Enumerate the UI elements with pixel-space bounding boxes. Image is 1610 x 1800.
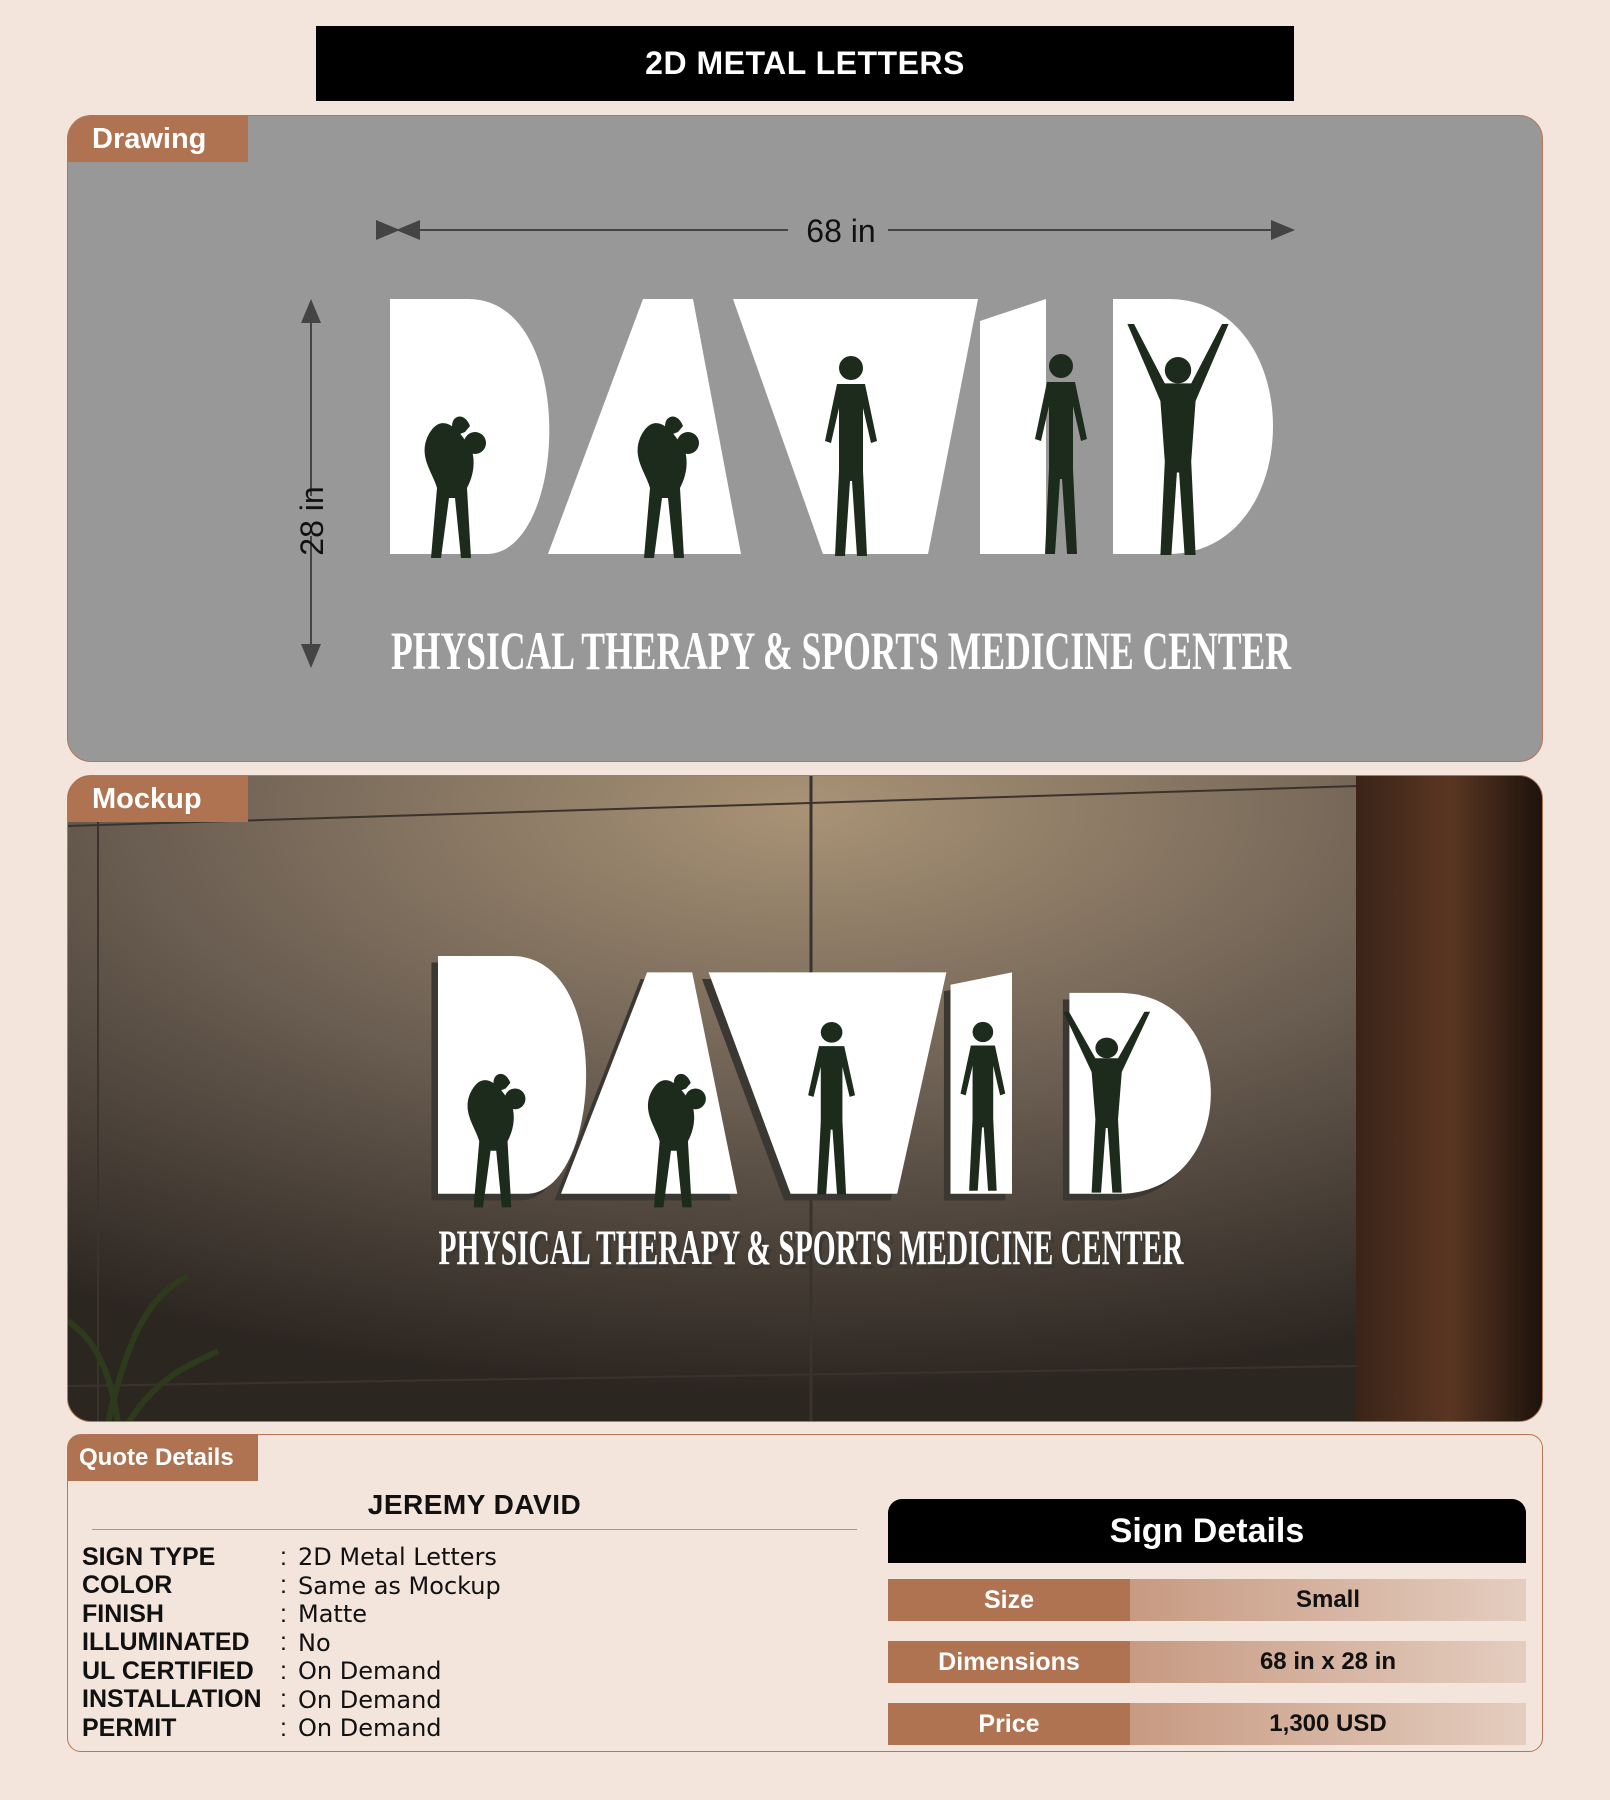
spec-key: Size (888, 1579, 1130, 1621)
detail-value: Matte (298, 1600, 367, 1629)
spec-value: 1,300 USD (1130, 1703, 1526, 1745)
drawing-canvas (68, 116, 1543, 762)
divider (92, 1529, 857, 1530)
detail-key: COLOR (82, 1571, 173, 1600)
spec-key: Price (888, 1703, 1130, 1745)
detail-key: UL CERTIFIED (82, 1656, 254, 1685)
drawing-panel (67, 115, 1543, 762)
svg-text:PHYSICAL THERAPY & SPORTS MEDI: PHYSICAL THERAPY & SPORTS MEDICINE CENTER (441, 1223, 1188, 1279)
wood-panel (1356, 776, 1543, 1422)
height-label: 28 in (294, 486, 330, 556)
detail-value: 2D Metal Letters (298, 1543, 497, 1572)
spec-row-dimensions (888, 1641, 1526, 1683)
mockup-tagline: PHYSICAL THERAPY & SPORTS MEDICINE CENTER (438, 1219, 1185, 1275)
detail-value: On Demand (298, 1714, 442, 1743)
mockup-scene (68, 776, 1543, 1422)
sign-details-header: Sign Details (888, 1499, 1526, 1563)
detail-row: INSTALLATION : On Demand (82, 1685, 442, 1714)
mockup-sign (431, 956, 1210, 1207)
detail-value: No (298, 1628, 331, 1657)
detail-row: UL CERTIFIED : On Demand (82, 1656, 442, 1686)
detail-key: SIGN TYPE (82, 1542, 216, 1571)
drawing-tab: Drawing (68, 116, 248, 162)
detail-row: PERMIT : On Demand (82, 1713, 442, 1743)
spec-value: Small (1130, 1579, 1526, 1621)
detail-value: Same as Mockup (298, 1571, 501, 1600)
client-name: JEREMY DAVID (367, 1489, 582, 1520)
detail-value: On Demand (298, 1657, 442, 1686)
quote-panel (67, 1434, 1543, 1752)
detail-key: INSTALLATION (82, 1685, 262, 1714)
detail-row: COLOR : Same as Mockup (82, 1571, 501, 1600)
width-label: 68 in (806, 213, 876, 249)
detail-row: ILLUMINATED : No (82, 1628, 331, 1657)
detail-value: On Demand (298, 1685, 442, 1714)
detail-key: PERMIT (82, 1713, 177, 1742)
detail-key: FINISH (82, 1599, 164, 1628)
detail-row: FINISH : Matte (82, 1599, 367, 1629)
spec-value: 68 in x 28 in (1130, 1641, 1526, 1683)
spec-row-size (888, 1579, 1526, 1621)
quote-tab: Quote Details (68, 1435, 258, 1481)
drawing-tagline: PHYSICAL THERAPY & SPORTS MEDICINE CENTER (391, 621, 1292, 681)
detail-list (82, 1543, 501, 1743)
spec-key: Dimensions (888, 1641, 1130, 1683)
page-title: 2D METAL LETTERS (316, 26, 1294, 101)
spec-row-price (888, 1703, 1526, 1745)
detail-row: SIGN TYPE : 2D Metal Letters (82, 1542, 497, 1572)
mockup-tab: Mockup (68, 776, 248, 822)
detail-key: ILLUMINATED (82, 1628, 250, 1657)
sign-logo (390, 299, 1273, 558)
mockup-panel (67, 775, 1543, 1422)
